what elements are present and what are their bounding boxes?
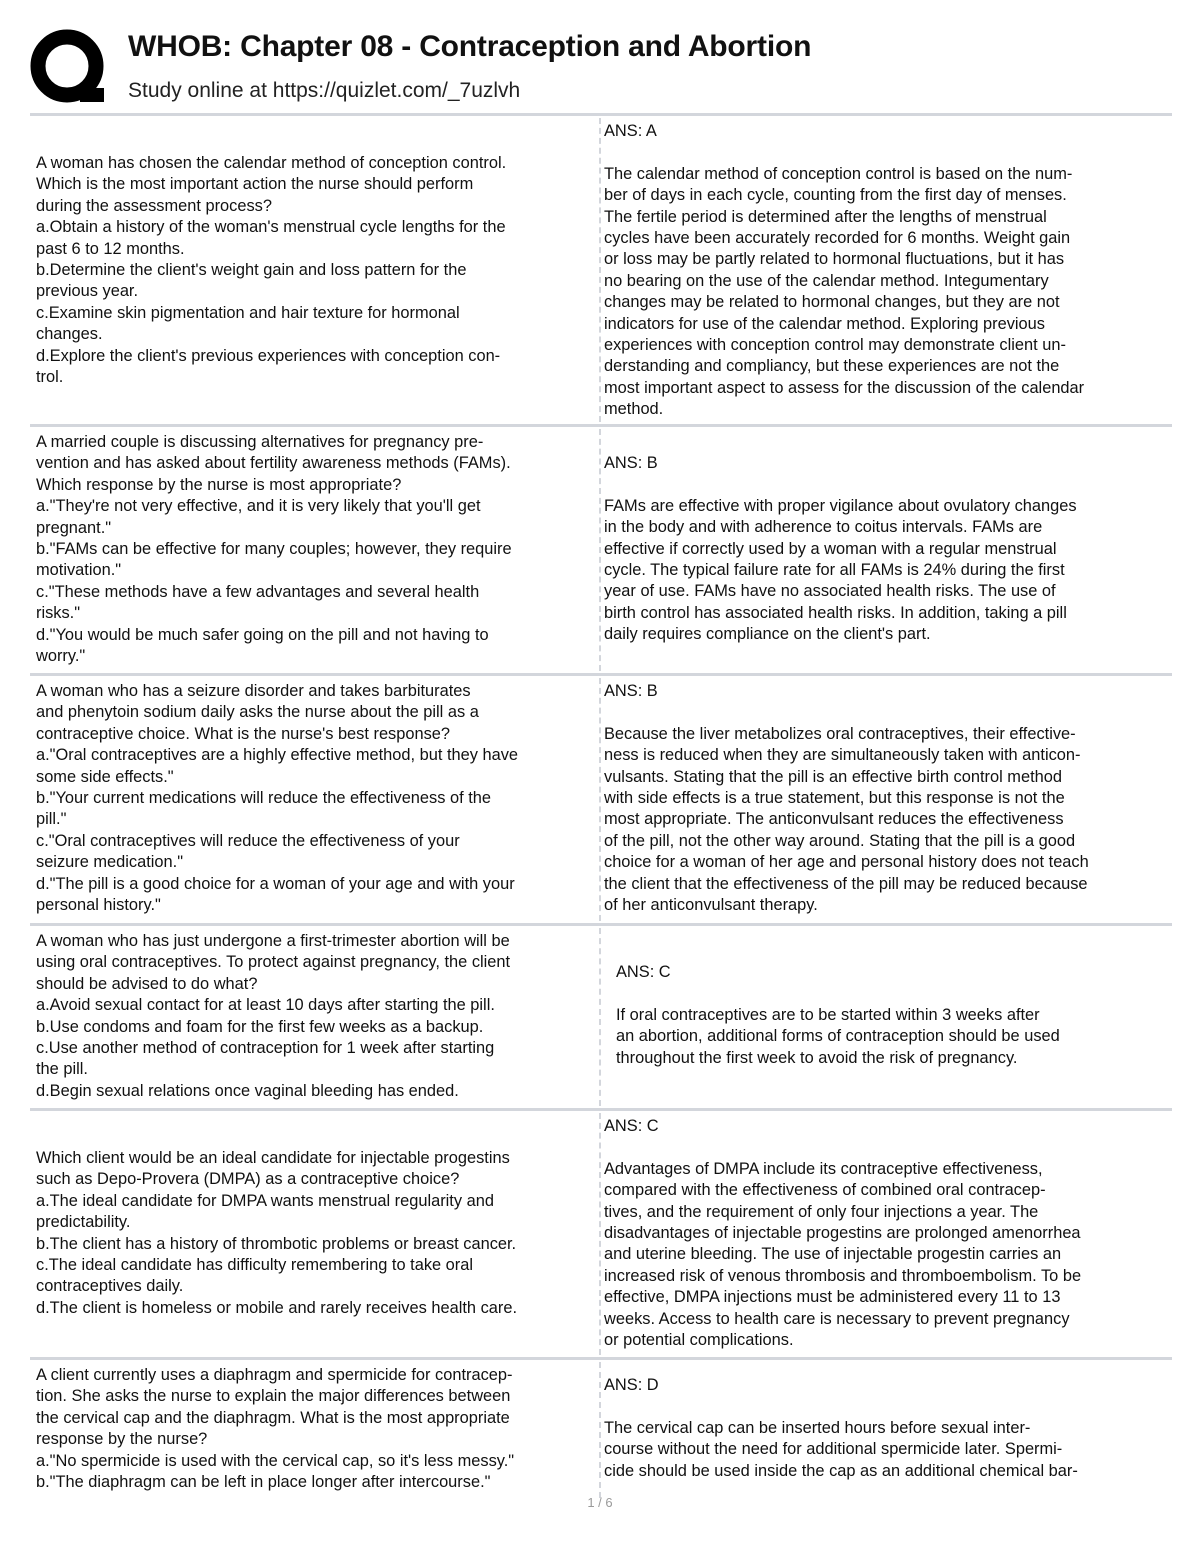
answer-label: ANS: B: [604, 682, 658, 700]
question-text: A woman has chosen the calendar method of conception control. Which is the most important action the nurse should perform during the assessment process? a.Obtain a history of the woman's menstrual cycle lengths for the past 6 to 12 months. b.Determine the client's weight gain and loss pattern for the previous year. c.Examine skin pigmentation and hair texture for hormonal changes. d.Explore the client's previous experiences with conception con- trol.: [36, 154, 507, 387]
answer-label: ANS: C: [604, 1117, 659, 1135]
answer-label: ANS: B: [604, 454, 658, 472]
page-number: 1 / 6: [587, 1495, 613, 1510]
page-header: [0, 0, 1200, 112]
flashcard-row: [30, 424, 1172, 673]
document-subtitle: Study online at https://quizlet.com/_7uzlvh: [128, 79, 521, 102]
answer-text: ANS: C If oral contraceptives are to be started within 3 weeks after an abortion, additional forms of contraception should be used throughout the first week to avoid the risk of pregnancy.: [616, 962, 1178, 1069]
flashcard-row: [30, 923, 1172, 1108]
flashcard-row: [30, 113, 1172, 424]
column-divider: [599, 429, 601, 671]
quizlet-logo-icon: [30, 28, 108, 106]
column-divider: [599, 678, 601, 921]
answer-text: ANS: C Advantages of DMPA include its contraceptive effectiveness, compared with the effectiveness of combined oral contracep- tives, and the requirement of only four injections a year. The disadvantages of injectable progestins are prolonged amenorrhea and uterine bleeding. The use of injectable progestin carries an increased risk of venous thrombosis and thromboembolism. To be effective, DMPA injections must be administered every 11 to 13 weeks. Access to health care is necessary to prevent pregnancy or potential complications.: [604, 1116, 1166, 1351]
question-text: A woman who has just undergone a first-trimester abortion will be using oral contraceptives. To protect against pregnancy, the client should be advised to do what? a.Avoid sexual contact for at least 10 days after starting the pill. b.Use condoms and foam for the first few weeks as a backup. c.Use another method of contraception for 1 week after starting the pill. d.Begin sexual relations once vaginal bleeding has ended.: [36, 932, 511, 1100]
answer-label: ANS: C: [616, 963, 671, 981]
answer-label: ANS: D: [604, 1376, 659, 1394]
flashcard-table: [30, 113, 1172, 1500]
question-text: A married couple is discussing alternatives for pregnancy pre- vention and has asked about fertility awareness methods (FAMs). Which response by the nurse is most appropriate? a."They're not very effective, and it is very likely that you'll get pregnant." b."FAMs can be effective for many couples; however, they require motivation." c."These methods have a few advantages and several health risks." d."You would be much safer going on the pill and not having to worry.": [36, 433, 512, 666]
answer-text: ANS: B Because the liver metabolizes oral contraceptives, their effective- ness is reduced when they are simultaneously taken with anticon- vulsants. Stating that the pill is an effective birth control method with side effects is a true statement, but this response is not the most appropriate. The anticonvulsant reduces the effectiveness of the pill, not the other way around. Stating that the pill is a good choice for a woman of her age and personal history does not teach the client that the effectiveness of the pill may be reduced because of her anticonvulsant therapy.: [604, 681, 1166, 916]
flashcard-row: [30, 673, 1172, 923]
document-title: WHOB: Chapter 08 - Contraception and Abortion: [128, 30, 812, 63]
column-divider: [599, 1113, 601, 1355]
question-text: A client currently uses a diaphragm and spermicide for contracep- tion. She asks the nurse to explain the major differences between the cervical cap and the diaphragm. What is the most appropriate response by the nurse? a."No spermicide is used with the cervical cap, so it's less messy." b."The diaphragm can be left in place longer after intercourse.": [36, 1366, 515, 1492]
answer-text: ANS: B FAMs are effective with proper vigilance about ovulatory changes in the body and with adherence to coitus intervals. FAMs are effective if correctly used by a woman with a regular menstrual cycle. The typical failure rate for all FAMs is 24% during the first year of use. FAMs have no associated health risks. The use of birth control has associated health risks. In addition, taking a pill daily requires compliance on the client's part.: [604, 453, 1166, 646]
answer-text: ANS: A The calendar method of conception control is based on the num- ber of days in each cycle, counting from the first day of menses. The fertile period is determined after the lengths of menstrual cycles have been accurately recorded for 6 months. Weight gain or loss may be partly related to hormonal fluctuations, but it has no bearing on the use of the calendar method. Integumentary changes may be related to hormonal changes, but they are not indicators for use of the calendar method. Exploring previous experiences with conception control may demonstrate client un- derstanding and compliancy, but these experiences are not the most important aspect to assess for the discussion of the calendar method.: [604, 121, 1166, 421]
column-divider: [599, 928, 601, 1106]
question-text: A woman who has a seizure disorder and takes barbiturates and phenytoin sodium daily asks the nurse about the pill as a contraceptive choice. What is the nurse's best response? a."Oral contraceptives are a highly effective method, but they have some side effects." b."Your current medications will reduce the effectiveness of the pill." c."Oral contraceptives will reduce the effectiveness of your seizure medication." d."The pill is a good choice for a woman of your age and with your personal history.": [36, 682, 519, 915]
column-divider: [599, 1362, 601, 1498]
answer-text: ANS: D The cervical cap can be inserted hours before sexual inter- course without the need for additional spermicide later. Spermi- cide should be used inside the cap as an additional chemical bar-: [604, 1375, 1166, 1482]
column-divider: [599, 118, 601, 422]
flashcard-row: [30, 1108, 1172, 1357]
answer-label: ANS: A: [604, 122, 657, 140]
flashcard-row: [30, 1357, 1172, 1500]
question-text: Which client would be an ideal candidate for injectable progestins such as Depo-Provera (DMPA) as a contraceptive choice? a.The ideal candidate for DMPA wants menstrual regularity and predictability. b.The client has a history of thrombotic problems or breast cancer. c.The ideal candidate has difficulty remembering to take oral contraceptives daily. d.The client is homeless or mobile and rarely receives health care.: [36, 1149, 518, 1317]
